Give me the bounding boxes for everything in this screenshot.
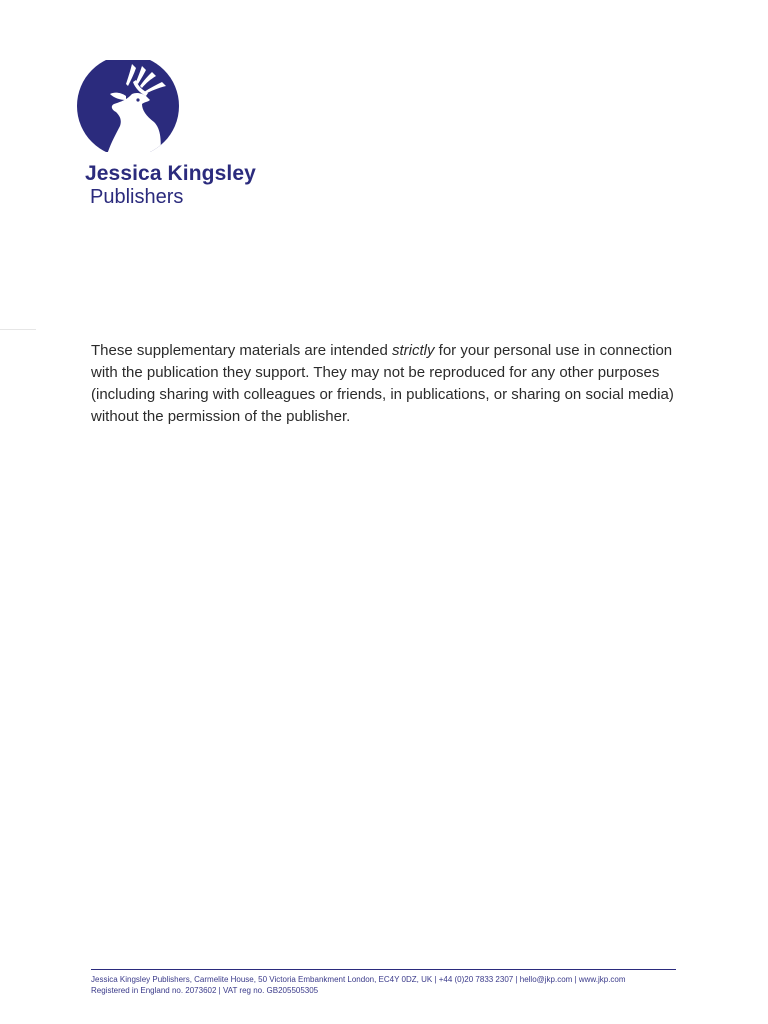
footer-registration: Registered in England no. 2073602 | VAT reg no. GB205505305 — [91, 986, 319, 995]
brand-name: Jessica Kingsley — [85, 162, 256, 185]
margin-mark — [0, 329, 36, 330]
usage-notice — [91, 340, 681, 428]
footer-address: Jessica Kingsley Publishers, Carmelite House, 50 Victoria Embankment London, EC4Y 0DZ, UK | +44 (0)20 7833 2307 | hello@jkp.com | www.jkp.com — [91, 975, 626, 984]
footer-divider — [91, 969, 676, 970]
notice-text-end: for your personal use in connection with the publication they support. They may not be reproduced for any other purposes (including sharing with colleagues or friends, in publications, or sharing on social media) without the permission of the publisher. — [91, 342, 674, 425]
stag-head-logo — [76, 60, 180, 152]
notice-text-start: These supplementary materials are intended — [91, 342, 392, 359]
footer — [91, 974, 691, 996]
brand-subtitle: Publishers — [90, 186, 184, 208]
notice-emphasis: strictly — [392, 342, 435, 359]
